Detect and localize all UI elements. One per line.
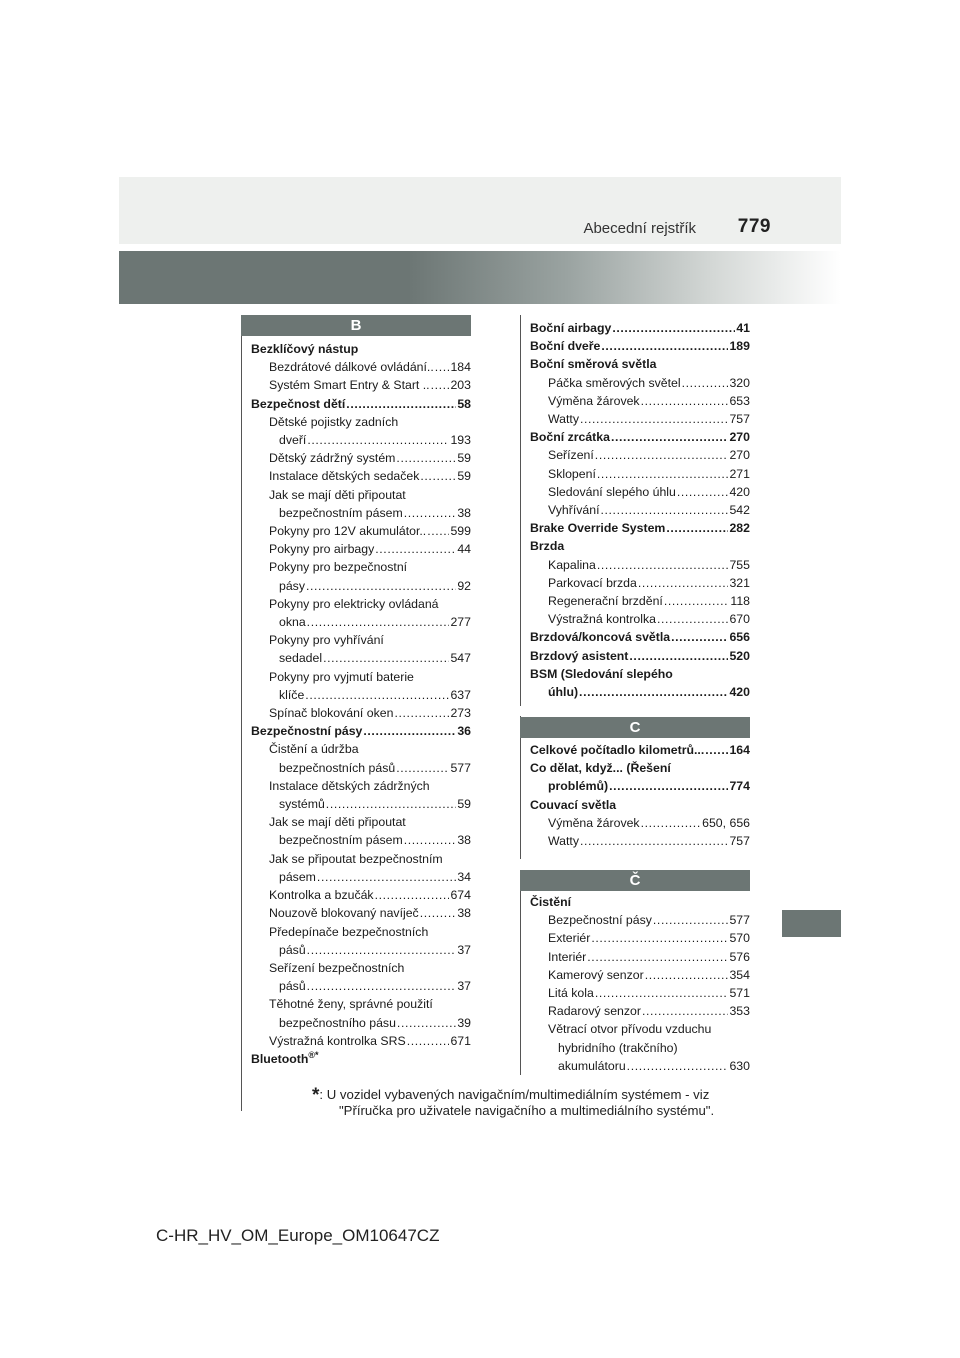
- index-column-right-cz: [530, 893, 750, 1075]
- index-entry: Jak se mají děti připoutat: [269, 487, 406, 502]
- section-header-c: C: [520, 717, 750, 738]
- section-header-cz: Č: [520, 870, 750, 891]
- index-entry: Výstražná kontrolka ..... 670: [530, 610, 750, 628]
- asterisk-mark: *: [312, 1085, 320, 1106]
- index-entry: hybridního (trakčního): [558, 1040, 678, 1055]
- index-entry: Bluetooth®*: [251, 1049, 319, 1066]
- left-margin-rule: [241, 318, 242, 1111]
- index-entry: sedadel ..... 547: [251, 649, 471, 667]
- section-header-b: B: [241, 315, 471, 336]
- index-entry: Dětské pojistky zadních: [269, 414, 399, 429]
- index-entry: úhlu) ..... 420: [530, 683, 750, 701]
- page-header: [119, 177, 841, 244]
- index-entry: Regenerační brzdění ..... 118: [530, 592, 750, 610]
- footnote: [312, 1086, 752, 1119]
- index-entry: Čistění: [530, 895, 571, 909]
- index-entry: Boční dveře ..... 189: [530, 337, 750, 355]
- index-entry: Brake Override System ..... 282: [530, 519, 750, 537]
- index-entry: bezpečnostním pásem ..... 38: [251, 831, 471, 849]
- index-entry: systémů ..... 59: [251, 795, 471, 813]
- index-entry: Parkovací brzda ..... 321: [530, 574, 750, 592]
- index-entry: Větrací otvor přívodu vzduchu: [548, 1022, 712, 1037]
- index-entry: Seřízení bezpečnostních: [269, 960, 405, 975]
- index-entry: Systém Smart Entry & Start .. ..... 203: [251, 376, 471, 394]
- index-column-left: [251, 340, 471, 1068]
- index-entry: Boční směrová světla: [530, 357, 657, 372]
- index-entry: Pokyny pro vyjmutí baterie: [269, 669, 414, 684]
- index-entry: Co dělat, když... (Řešení: [530, 761, 671, 776]
- index-entry: Brzdový asistent ..... 520: [530, 647, 750, 665]
- index-entry: Bezklíčový nástup: [251, 342, 359, 356]
- footnote-line-1: : U vozidel vybavených navigačním/multimediálním systémem - viz: [319, 1087, 710, 1102]
- index-entry: problémů) ..... 774: [530, 777, 750, 795]
- index-entry: Kamerový senzor ..... 354: [530, 966, 750, 984]
- index-entry: Couvací světla: [530, 797, 617, 812]
- index-entry: Pokyny pro elektricky ovládaná: [269, 596, 439, 611]
- index-entry: dveří ..... 193: [251, 431, 471, 449]
- index-entry: Spínač blokování oken ..... 273: [251, 704, 471, 722]
- index-entry: Brzda: [530, 539, 565, 554]
- index-entry: pásem ..... 34: [251, 868, 471, 886]
- index-entry: Jak se připoutat bezpečnostním: [269, 851, 443, 866]
- chapter-tab: [782, 910, 841, 937]
- index-entry: Brzdová/koncová světla ..... 656: [530, 628, 750, 646]
- index-entry: Nouzově blokovaný navíječ ..... 38: [251, 904, 471, 922]
- index-entry: Pokyny pro airbagy ..... 44: [251, 540, 471, 558]
- index-entry: Seřízení ..... 270: [530, 446, 750, 464]
- index-column-right: [530, 319, 750, 701]
- index-entry: Watty ..... 757: [530, 832, 750, 850]
- index-entry: Boční zrcátka ..... 270: [530, 428, 750, 446]
- index-entry: Bezdrátové dálkové ovládání.. ..... 184: [251, 358, 471, 376]
- index-entry: Kapalina ..... 755: [530, 556, 750, 574]
- index-entry: Celkové počítadlo kilometrů... ..... 164: [530, 741, 750, 759]
- index-entry: Interiér ..... 576: [530, 948, 750, 966]
- index-entry: Dětský zádržný systém ..... 59: [251, 449, 471, 467]
- index-entry: klíče ..... 637: [251, 686, 471, 704]
- index-entry: Pokyny pro bezpečnostní: [269, 560, 408, 575]
- index-entry: BSM (Sledování slepého: [530, 666, 673, 681]
- index-entry: Pokyny pro 12V akumulátor.. ..... 599: [251, 522, 471, 540]
- index-entry: bezpečnostních pásů ..... 577: [251, 759, 471, 777]
- index-entry: Předepínače bezpečnostních: [269, 924, 429, 939]
- column-divider: [520, 315, 521, 706]
- index-entry: Watty ..... 757: [530, 410, 750, 428]
- index-entry: bezpečnostním pásem ..... 38: [251, 504, 471, 522]
- index-entry: Jak se mají děti připoutat: [269, 815, 406, 830]
- index-entry: Pokyny pro vyhřívání: [269, 633, 384, 648]
- index-entry: Bezpečnostní pásy ..... 577: [530, 911, 750, 929]
- index-entry: Boční airbagy ..... 41: [530, 319, 750, 337]
- index-column-right-c: [530, 741, 750, 850]
- page-number: 779: [737, 216, 771, 237]
- index-entry: Bezpečnost dětí ..... 58: [251, 395, 471, 413]
- index-entry: Vyhřívání ..... 542: [530, 501, 750, 519]
- column-divider: [520, 870, 521, 1075]
- index-entry: bezpečnostního pásu ..... 39: [251, 1014, 471, 1032]
- index-entry: pásů ..... 37: [251, 977, 471, 995]
- index-entry: Výměna žárovek ..... 650, 656: [530, 814, 750, 832]
- index-entry: pásů ..... 37: [251, 941, 471, 959]
- index-entry: Výměna žárovek ..... 653: [530, 392, 750, 410]
- header-title: Abecední rejstřík: [583, 220, 696, 237]
- index-entry: Exteriér ..... 570: [530, 929, 750, 947]
- index-entry: Sledování slepého úhlu ..... 420: [530, 483, 750, 501]
- header-band: [119, 251, 841, 304]
- footnote-line-2: "Příručka pro uživatele navigačního a multimediálního systému".: [339, 1103, 715, 1118]
- index-entry: Radarový senzor ..... 353: [530, 1002, 750, 1020]
- index-entry: okna ..... 277: [251, 613, 471, 631]
- index-entry: Výstražná kontrolka SRS ..... 671: [251, 1032, 471, 1050]
- index-entry: Instalace dětských zádržných: [269, 778, 430, 793]
- index-entry: Sklopení ..... 271: [530, 465, 750, 483]
- index-entry: Instalace dětských sedaček ..... 59: [251, 467, 471, 485]
- index-entry: Páčka směrových světel ..... 320: [530, 374, 750, 392]
- index-entry: Těhotné ženy, správné použití: [269, 997, 433, 1012]
- index-entry: Litá kola ..... 571: [530, 984, 750, 1002]
- index-entry: Bezpečnostní pásy ..... 36: [251, 722, 471, 740]
- index-entry: Kontrolka a bzučák ..... 674: [251, 886, 471, 904]
- index-entry: akumulátoru ..... 630: [530, 1057, 750, 1075]
- document-id: C-HR_HV_OM_Europe_OM10647CZ: [156, 1226, 440, 1245]
- index-entry: pásy ..... 92: [251, 577, 471, 595]
- index-entry: Čistění a údržba: [269, 742, 359, 757]
